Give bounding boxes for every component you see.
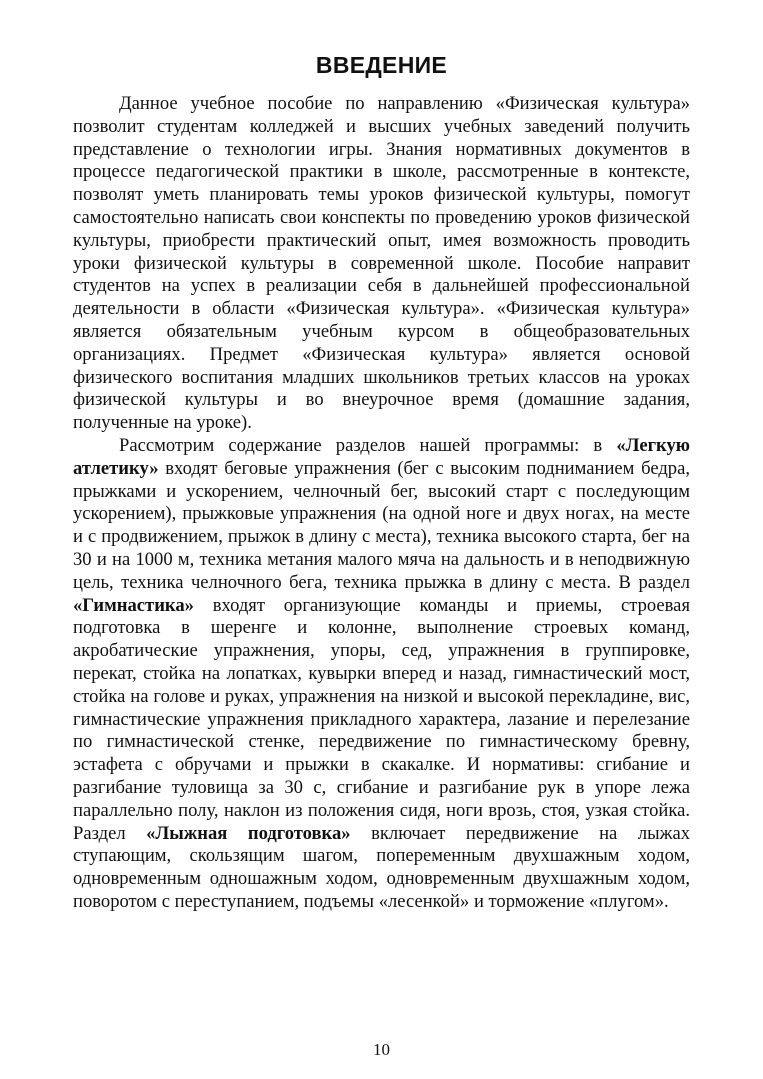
section-name-gymnastics: «Гимнастика»	[73, 594, 194, 616]
paragraph-text: Рассмотрим содержание разделов нашей программы: в	[119, 434, 617, 456]
paragraph-text: входят организующие команды и приемы, строевая подготовка в шеренге и колонне, выполнение строевых команд, акробатические упражнения, упоры, сед, упражнения в группировке, перекат, стойка на лопатках, кувырки вперед и назад, гимнастический мост, стойка на голове и руках, упражнения на низкой и высокой перекладине, вис, гимнастические упражнения прикладного характера, лазание и перелезание по гимнастической стенке, передвижение по гимнастическому бревну, эстафета с обручами и прыжки в скакалке. И нормативы: сгибание и разгибание туловища за 30 с, сгибание и разгибание рук в упоре лежа параллельно полу, наклон из положения сидя, ноги врозь, стоя, узкая стойка. Раздел	[73, 594, 690, 844]
section-name-athletics: «Легкую атлетику»	[73, 434, 690, 479]
page-number: 10	[373, 1040, 390, 1059]
page-title: ВВЕДЕНИЕ	[315, 52, 448, 78]
section-name-ski-training: «Лыжная подготовка»	[146, 822, 351, 844]
paragraph-text: входят беговые упражнения (бег с высоким подниманием бедра, прыжками и ускорением, челночный бег, высокий старт с последующим ускорением), прыжковые упражнения (на одной ноге и двух ногах, на месте и с продвижением, прыжок в длину с места), техника высокого старта, бег на 30 и на 1000 м, техника метания малого мяча на дальность и в неподвижную цель, техника челночного бега, техника прыжка в длину с места. В раздел	[73, 457, 690, 593]
paragraph-program-sections	[73, 435, 690, 914]
paragraph-text: включает передвижение на лыжах ступающим, скользящим шагом, попеременным двухшажным ходом, одновременным одношажным ходом, одновременным двухшажным ходом, поворотом с переступанием, подъемы «лесенкой» и торможение «плугом».	[73, 822, 690, 912]
paragraph-intro: Данное учебное пособие по направлению «Физическая культура» позволит студентам колледжей и высших учебных заведений получить представление о технологии игры. Знания нормативных документов в процессе педагогической практики в школе, рассмотренные в контексте, позволят уметь планировать темы уроков физической культуры, помогут самостоятельно написать свои конспекты по проведению уроков физической культуры, приобрести практический опыт, имея возможность проводить уроки физической культуры в современной школе. Пособие направит студентов на успех в реализации себя в дальнейшей профессиональной деятельности в области «Физическая культура». «Физическая культура» является обязательным учебным курсом в общеобразовательных организациях. Предмет «Физическая культура» является основой физического воспитания младших школьников третьих классов на уроках физической культуры и во внеурочное время (домашние задания, полученные на уроке).	[73, 93, 690, 434]
page-content	[73, 52, 690, 914]
